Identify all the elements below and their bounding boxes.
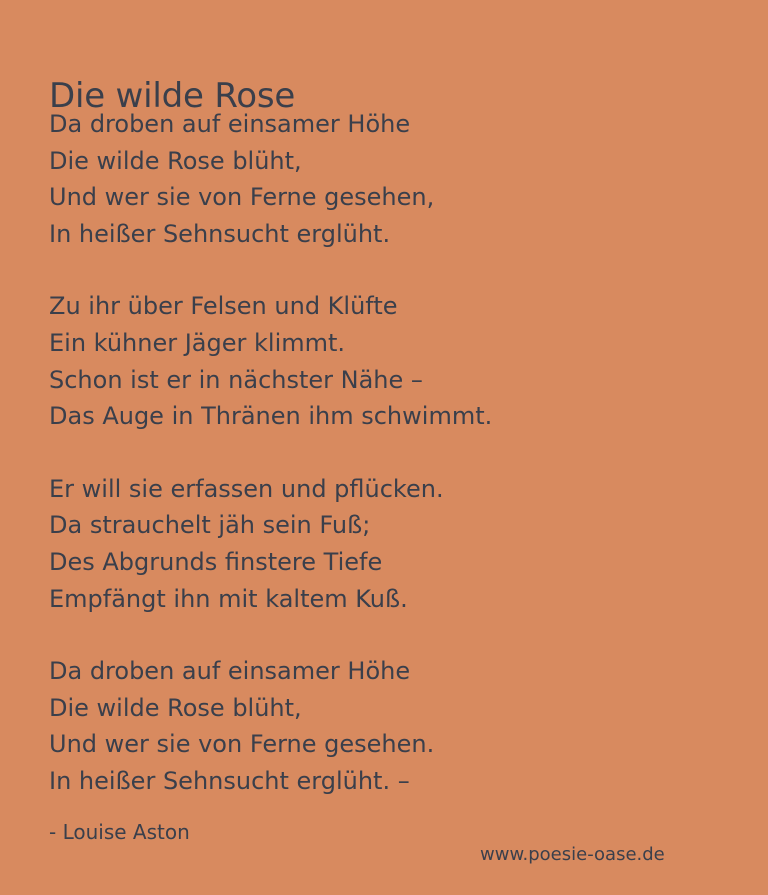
poem-line: Da strauchelt jäh sein Fuß; bbox=[49, 511, 371, 540]
poem-line: Die wilde Rose blüht, bbox=[49, 693, 302, 722]
poem-line: Schon ist er in nächster Nähe – bbox=[49, 365, 423, 394]
poem-line: Und wer sie von Ferne gesehen, bbox=[49, 183, 435, 212]
poem-body bbox=[49, 106, 729, 836]
poem-line: Des Abgrunds finstere Tiefe bbox=[49, 547, 383, 576]
poem-line: Da droben auf einsamer Höhe bbox=[49, 657, 411, 686]
poem-line: In heißer Sehnsucht erglüht. – bbox=[49, 766, 410, 795]
poem-line: Er will sie erfassen und pflücken. bbox=[49, 474, 444, 503]
poem-author: - Louise Aston bbox=[49, 820, 190, 844]
stanza-4 bbox=[49, 653, 729, 799]
stanza-3 bbox=[49, 471, 729, 617]
poem-line: Das Auge in Thränen ihm schwimmt. bbox=[49, 402, 493, 431]
website-watermark: www.poesie-oase.de bbox=[480, 844, 665, 865]
poem-line: Zu ihr über Felsen und Klüfte bbox=[49, 292, 398, 321]
stanza-1 bbox=[49, 106, 729, 252]
poem-line: Empfängt ihn mit kaltem Kuß. bbox=[49, 584, 408, 613]
poem-line: Und wer sie von Ferne gesehen. bbox=[49, 730, 435, 759]
poem-line: Ein kühner Jäger klimmt. bbox=[49, 328, 346, 357]
stanza-2 bbox=[49, 288, 729, 434]
poem-line: Die wilde Rose blüht, bbox=[49, 146, 302, 175]
poem-line: In heißer Sehnsucht erglüht. bbox=[49, 219, 391, 248]
poem-title: Die wilde Rose bbox=[49, 75, 296, 116]
poem-line: Da droben auf einsamer Höhe bbox=[49, 110, 411, 138]
